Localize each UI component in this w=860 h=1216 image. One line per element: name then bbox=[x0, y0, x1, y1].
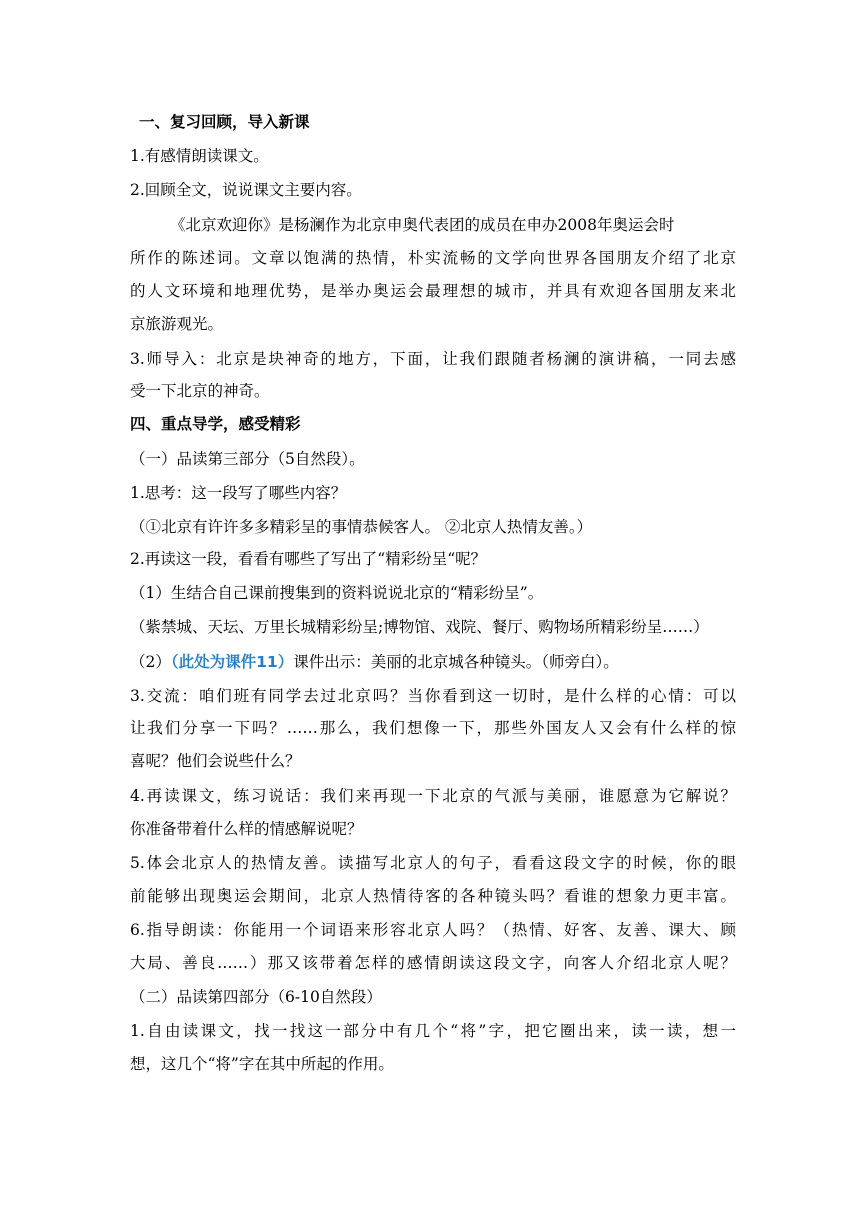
question-5: 5.体会北京人的热情友善。读描写北京人的句子，看看这段文字的时候，你的眼 bbox=[130, 854, 736, 872]
courseware-link[interactable]: （此处为课件11） bbox=[170, 653, 294, 671]
question-2-examples: （紫禁城、天坛、万里长城精彩纷呈;博物馆、戏院、餐厅、购物场所精彩纷呈……） bbox=[130, 618, 709, 636]
subsection-heading-2: （二）品读第四部分（6-10自然段） bbox=[130, 988, 382, 1006]
summary-line: 京旅游观光。 bbox=[130, 315, 224, 333]
question-6: 6.指导朗读：你能用一个词语来形容北京人吗？（热情、好客、友善、课大、顾 bbox=[130, 921, 736, 939]
paragraph-item-3-cont: 受一下北京的神奇。 bbox=[130, 382, 270, 400]
question-2-part-2 bbox=[130, 652, 736, 672]
question-3-cont: 喜呢？他们会说些什么？ bbox=[130, 752, 301, 770]
part-2-text: 课件出示：美丽的北京城各种镜头。（师旁白）。 bbox=[293, 653, 619, 671]
answer-1: （①北京有许许多多精彩呈的事情恭候客人。 ②北京人热情友善。） bbox=[130, 518, 593, 536]
question-4-cont: 你准备带着什么样的情感解说呢？ bbox=[130, 820, 363, 838]
question-2: 2.再读这一段，看看有哪些了写出了“精彩纷呈“呢？ bbox=[130, 550, 487, 568]
question-1: 1.思考：这一段写了哪些内容？ bbox=[130, 484, 347, 502]
question-3-cont: 让我们分享一下吗？……那么，我们想像一下，那些外国友人又会有什么样的惊 bbox=[130, 719, 736, 737]
paragraph-item-1: 1.有感情朗读课文。 bbox=[130, 147, 269, 165]
section-heading-key-study: 四、重点导学，感受精彩 bbox=[130, 415, 301, 433]
question-6-cont: 大局、善良……）那又该带着怎样的感情朗读这段文字，向客人介绍北京人呢？ bbox=[130, 954, 736, 972]
part-2-prefix: （2） bbox=[130, 653, 171, 671]
summary-line: 所作的陈述词。文章以饱满的热情，朴实流畅的文学向世界各国朋友介绍了北京 bbox=[130, 249, 736, 267]
reading-task-1-cont: 想，这几个“将”字在其中所起的作用。 bbox=[130, 1055, 394, 1073]
question-2-part-1: （1）生结合自己课前搜集到的资料说说北京的“精彩纷呈”。 bbox=[130, 584, 544, 602]
question-3: 3.交流：咱们班有同学去过北京吗？当你看到这一切时，是什么样的心情：可以 bbox=[130, 687, 736, 705]
question-5-cont: 前能够出现奥运会期间，北京人热情待客的各种镜头吗？看谁的想象力更丰富。 bbox=[130, 887, 736, 905]
section-heading-review: 一、复习回顾，导入新课 bbox=[139, 113, 310, 131]
summary-line: 《北京欢迎你》是杨澜作为北京申奥代表团的成员在申办2008年奥运会时 bbox=[170, 216, 675, 234]
reading-task-1: 1.自由读课文，找一找这一部分中有几个“将”字，把它圈出来，读一读，想一 bbox=[130, 1022, 736, 1040]
paragraph-item-3: 3.师导入：北京是块神奇的地方，下面，让我们跟随者杨澜的演讲稿，一同去感 bbox=[130, 350, 736, 368]
summary-line: 的人文环境和地理优势，是举办奥运会最理想的城市，并具有欢迎各国朋友来北 bbox=[130, 282, 736, 300]
subsection-heading-1: （一）品读第三部分（5自然段）。 bbox=[130, 450, 365, 468]
question-4: 4.再读课文，练习说话：我们来再现一下北京的气派与美丽，谁愿意为它解说？ bbox=[130, 787, 736, 805]
paragraph-item-2: 2.回顾全文，说说课文主要内容。 bbox=[130, 181, 362, 199]
